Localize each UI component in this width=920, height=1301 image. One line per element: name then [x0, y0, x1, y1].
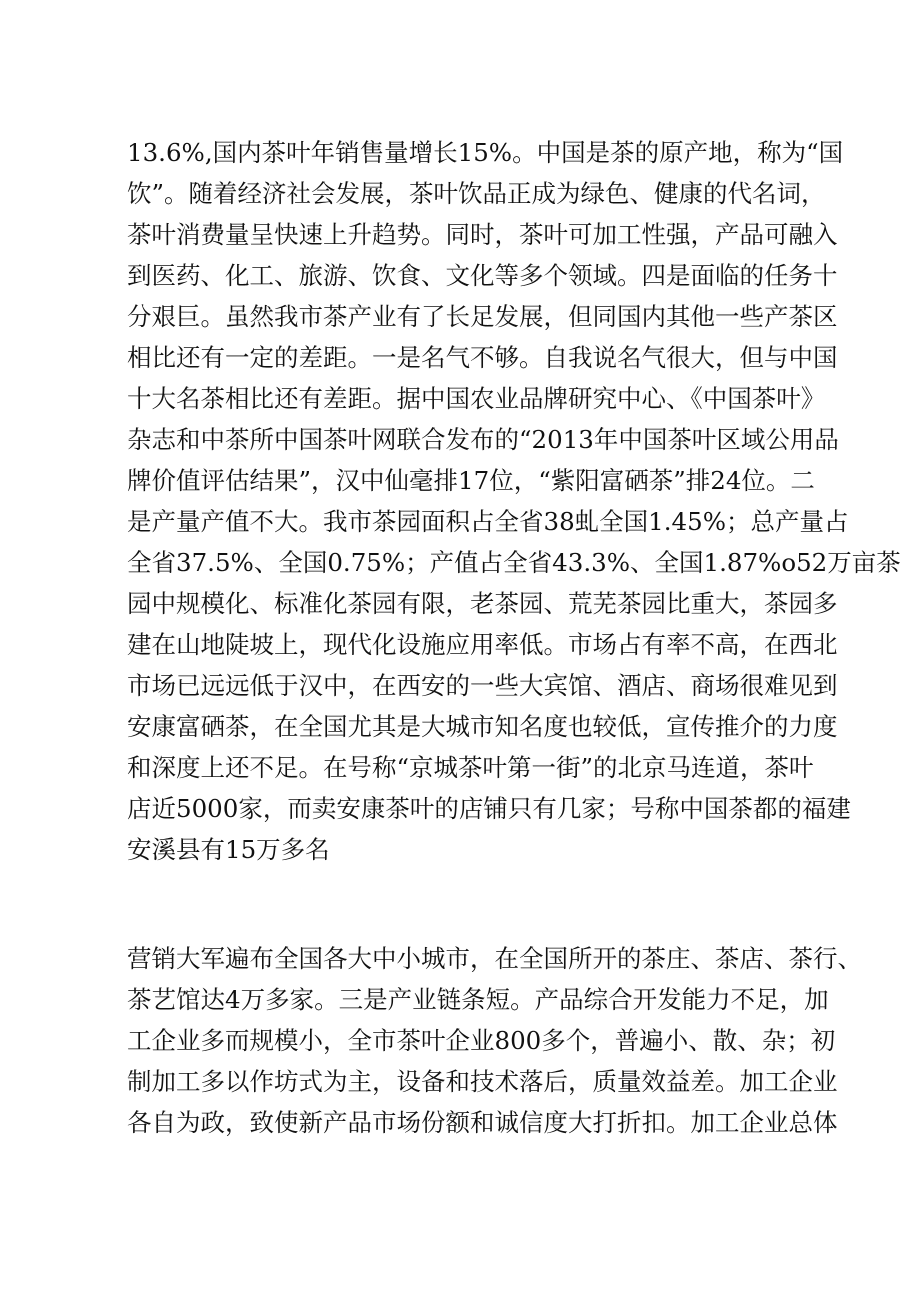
text-line: 茶艺馆达4万多家。三是产业链条短。产品综合开发能力不足，加 — [127, 985, 829, 1014]
text-line: 制加工多以作坊式为主，设备和技术落后，质量效益差。加工企业 — [127, 1067, 838, 1096]
text-line: 饮”。随着经济社会发展，茶叶饮品正成为绿色、健康的代名词， — [127, 179, 826, 208]
text-line: 十大名茶相比还有差距。据中国农业品牌研究中心、《中国茶叶》 — [127, 384, 826, 413]
text-line: 分艰巨。虽然我市茶产业有了长足发展，但同国内其他一些产茶区 — [127, 302, 838, 331]
text-line: 13.6%,国内茶叶年销售量增长15%。中国是茶的原产地，称为“国 — [127, 138, 844, 167]
paragraph-1 — [127, 132, 901, 870]
text-line: 茶叶消费量呈快速上升趋势。同时，茶叶可加工性强，产品可融入 — [127, 220, 838, 249]
text-line: 杂志和中茶所中国茶叶网联合发布的“2013年中国茶叶区域公用品 — [127, 425, 839, 454]
text-line: 全省37.5%、全国0.75%；产值占全省43.3%、全国1.87%o52万亩茶 — [127, 548, 901, 577]
text-line: 相比还有一定的差距。一是名气不够。自我说名气很大，但与中国 — [127, 343, 838, 372]
text-line: 营销大军遍布全国各大中小城市，在全国所开的茶庄、茶店、茶行、 — [127, 944, 862, 973]
text-line: 安康富硒茶，在全国尤其是大城市知名度也较低，宣传推介的力度 — [127, 712, 838, 741]
text-line: 建在山地陡坡上，现代化设施应用率低。市场占有率不高，在西北 — [127, 630, 838, 659]
text-line: 市场已远远低于汉中，在西安的一些大宾馆、酒店、商场很难见到 — [127, 671, 838, 700]
text-line: 工企业多而规模小，全市茶叶企业800多个，普遍小、散、杂；初 — [127, 1026, 836, 1055]
text-line: 安溪县有15万多名 — [127, 835, 330, 864]
text-line: 和深度上还不足。在号称“京城茶叶第一街”的北京马连道，茶叶 — [127, 753, 814, 782]
text-line: 园中规模化、标准化茶园有限，老茶园、荒芜茶园比重大，茶园多 — [127, 589, 838, 618]
text-line: 牌价值评估结果”，汉中仙毫排17位，“紫阳富硒茶”排24位。二 — [127, 466, 815, 495]
text-line: 到医药、化工、旅游、饮食、文化等多个领域。四是面临的任务十 — [127, 261, 838, 290]
text-line: 店近5000家，而卖安康茶叶的店铺只有几家；号称中国茶都的福建 — [127, 794, 851, 823]
text-line: 各自为政，致使新产品市场份额和诚信度大打折扣。加工企业总体 — [127, 1108, 838, 1137]
paragraph-2 — [127, 938, 862, 1143]
text-line: 是产量产值不大。我市茶园面积占全省38虬全国1.45%；总产量占 — [127, 507, 849, 536]
